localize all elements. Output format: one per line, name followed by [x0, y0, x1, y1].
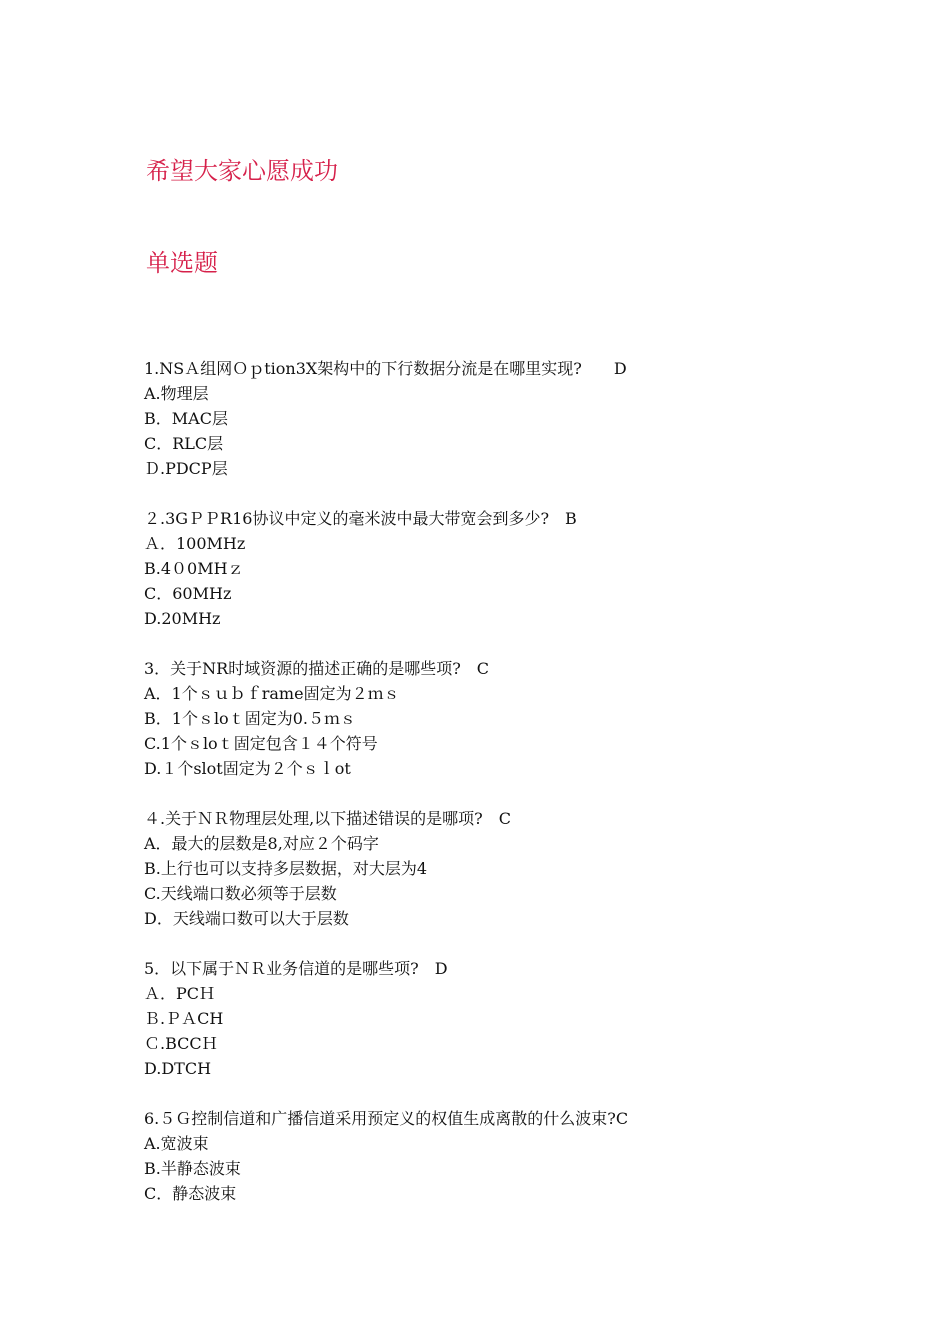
option-c: C．60MHz [144, 584, 232, 603]
option-d: Ｄ.PDCP层 [144, 459, 228, 478]
option-c: C．静态波束 [144, 1184, 237, 1203]
question-stem: ２.3GＰＰR16协议中定义的毫米波中最大带宽会到多少? B [144, 509, 577, 528]
question-3 [144, 656, 844, 781]
option-a: A．1个ｓｕｂｆrame固定为２ｍｓ [144, 684, 400, 703]
question-stem: 5．以下属于ＮＲ业务信道的是哪些项? D [144, 959, 448, 978]
option-b: B．1个ｓloｔ固定为0.５ｍｓ [144, 709, 356, 728]
option-c: C.天线端口数必须等于层数 [144, 884, 337, 903]
option-b: B.4０0MHｚ [144, 559, 244, 578]
question-4 [144, 806, 844, 931]
question-stem: 6.５Ｇ控制信道和广播信道采用预定义的权值生成离散的什么波束?C [144, 1109, 629, 1128]
option-c: Ｃ.BCCＨ [144, 1034, 218, 1053]
option-b: Ｂ.ＰＡCH [144, 1009, 224, 1028]
question-6 [144, 1106, 844, 1206]
option-b: B.上行也可以支持多层数据，对大层为4 [144, 859, 428, 878]
question-1 [144, 356, 844, 481]
option-d: D.20MHz [144, 609, 221, 628]
option-d: D.１个slot固定为２个ｓｌot [144, 759, 351, 778]
option-d: D．天线端口数可以大于层数 [144, 909, 349, 928]
option-b: B.半静态波束 [144, 1159, 241, 1178]
option-d: D.DTCH [144, 1059, 212, 1078]
option-a: A．最大的层数是8,对应２个码字 [144, 834, 379, 853]
option-a: A.物理层 [144, 384, 209, 403]
question-stem: 1.NSＡ组网Ｏｐtion3X架构中的下行数据分流是在哪里实现? D [144, 359, 627, 378]
page-title: 希望大家心愿成功 [146, 157, 338, 185]
option-a: Ａ．PCＨ [144, 984, 216, 1003]
question-stem: 3．关于NR时域资源的描述正确的是哪些项? C [144, 659, 490, 678]
question-2 [144, 506, 844, 631]
question-5 [144, 956, 844, 1081]
question-list [144, 356, 844, 1231]
option-a: A.宽波束 [144, 1134, 209, 1153]
question-stem: ４.关于ＮＲ物理层处理,以下描述错误的是哪项? C [144, 809, 511, 828]
option-a: Ａ．100MHz [144, 534, 246, 553]
section-title: 单选题 [146, 249, 218, 277]
option-c: C.1个ｓloｔ固定包含１４个符号 [144, 734, 378, 753]
option-b: B．MAC层 [144, 409, 228, 428]
option-c: C．RLC层 [144, 434, 224, 453]
